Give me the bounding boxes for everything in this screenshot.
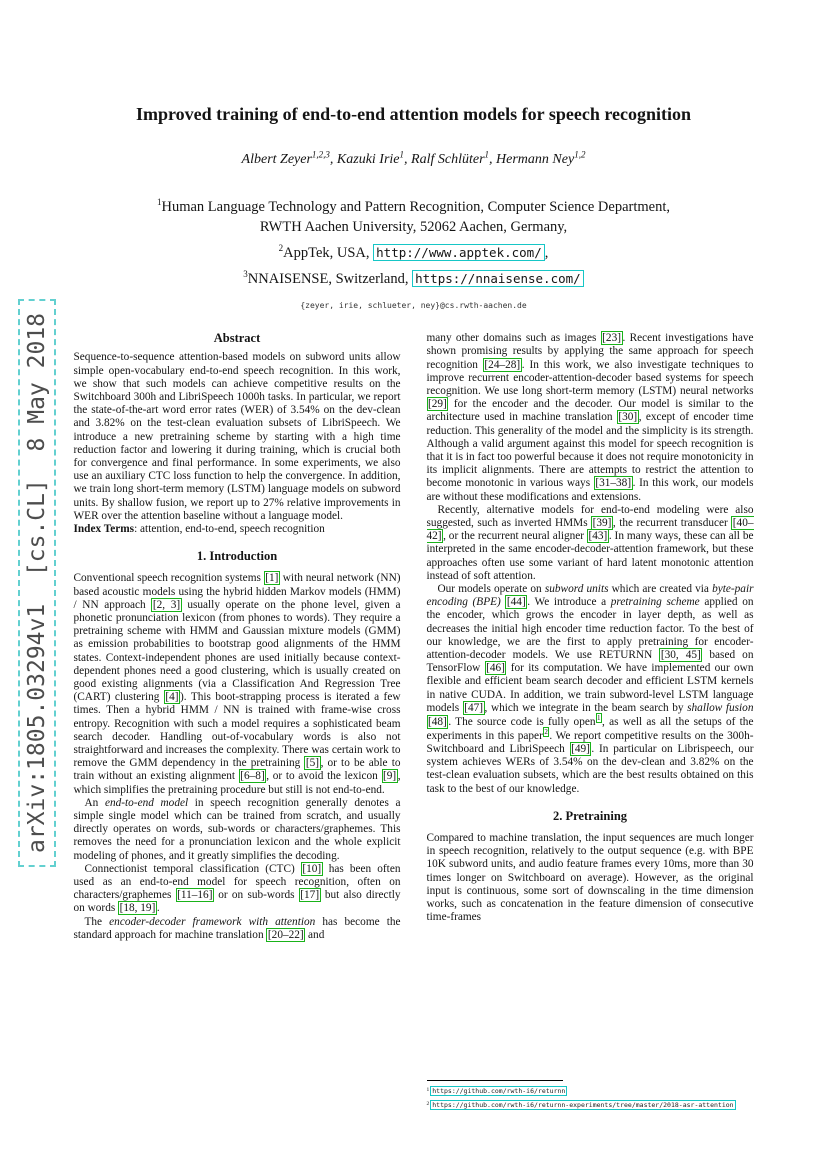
footnote-rule	[427, 1080, 563, 1081]
citation-link[interactable]: [11–16]	[177, 889, 213, 902]
paragraph: Our models operate on subword units which are created via byte-pair encoding (BPE) [44] . We introduce a pretraining scheme applied on the encoder, which grows the encoder in layer depth, as well as decreases the initial high encoder time reduction factor. To the best of our knowledge, we are the first to apply pretraining for encoder-attention-decoder models. We use RETURNN [30, 45] based on TensorFlow [46] for its computation. We have implemented our own flexible and efficient beam search decoder and efficient LSTM kernels in native CUDA. In addition, we train subword-level LSTM language models [47] , which we integrate in the beam search by shallow fusion [48] . The source code is fully open $^1$ , as well as all the setups of the experiments in this paper $^2$ . We report competitive results on the 300h-Switchboard and LibriSpeech [49] . In particular on Librispeech, our system achieves WERs of 3.54% on the dev-clean and 3.82% on the test-clean evaluation subsets, which are the best results obtained on this task to the best of our knowledge.	[426, 583, 754, 795]
authors-line	[0, 149, 827, 168]
citation-link[interactable]: [1]	[265, 572, 279, 585]
abstract-heading: Abstract	[213, 331, 261, 346]
citation-link[interactable]: [46]	[486, 662, 505, 675]
right-column	[427, 332, 754, 1112]
citation-link[interactable]: [18, 19]	[119, 902, 156, 915]
arxiv-stamp[interactable]: arXiv:1805.03294v1 [cs.CL] 8 May 2018	[18, 299, 56, 867]
section-heading-introduction: 1. Introduction	[196, 549, 278, 564]
citation-link[interactable]: [39]	[592, 516, 612, 529]
paper-header	[0, 0, 827, 310]
affiliations	[0, 192, 827, 290]
footnotes	[427, 1080, 754, 1112]
paragraph: Connectionist temporal classification (CTC) [10] has been often used as an end-to-end model for speech recognition, often on characters/graphemes [11–16] or on sub-words [17] but also directly on words [18, 19] .	[73, 862, 401, 915]
paragraph: The encoder-decoder framework with attention has become the standard approach for machine translation [20–22] and	[73, 915, 401, 941]
paragraph: Recently, alternative models for end-to-end modeling were also suggested, such as inverted HMMs [39] , the recurrent transducer [40–42] , or the recurrent neural aligner [43] . In many ways, these can all be interpreted in the same encoder-decoder-attention framework, but these approaches often use some variant of hard latent monotonic attention instead of soft attention.	[426, 503, 754, 582]
section-heading-pretraining: 2. Pretraining	[552, 808, 628, 823]
citation-link[interactable]: [5]	[305, 757, 320, 770]
footnotes-list	[427, 1084, 754, 1112]
citation-link[interactable]: [29]	[428, 398, 447, 411]
paragraph: Conventional speech recognition systems [1] with neural network (NN) based acoustic models using the hybrid hidden Markov models (HMM) / NN approach [2, 3] usually operate on the phone level, given a phonetic pronunciation lexicon (from phones to words). They require a pretraining scheme with HMM and Gaussian mixture models (GMM) as emission probabilities to bootstrap good alignments of the HMM states. Context-independent phones are used initially because context-dependent phones need a good clustering, which is usually created on good existing alignments (via a Classification And Regression Tree (CART) clustering [4] ). This boot-strapping process is iterated a few times. Then a hybrid HMM / NN is trained with frame-wise cross entropy. Recognition with such a model requires a sophisticated beam search decoder. Handling out-of-vocabulary words is also not straightforward and increases the complexity. There was certain work to remove the GMM dependency in the pretraining [5] , or to be able to train without an existing alignment [6–8] , or to avoid the lexicon [9] , which simplifies the pretraining procedure but still is not end-to-end.	[73, 572, 401, 796]
footnote-marker[interactable]: 2	[544, 728, 548, 736]
affiliation-url-link[interactable]: http://www.apptek.com/	[373, 244, 545, 261]
citation-link[interactable]: [17]	[300, 889, 320, 902]
footnote-url-link[interactable]: https://github.com/rwth-i6/returnn	[432, 1087, 566, 1096]
affiliation-url-link[interactable]: https://nnaisense.com/	[412, 270, 584, 287]
paper-title: Improved training of end-to-end attention models for speech recognition	[136, 104, 691, 124]
two-column-body	[74, 332, 754, 1112]
citation-link[interactable]: [30, 45]	[660, 649, 701, 662]
paragraph: Compared to machine translation, the input sequences are much longer in speech recognition, relatively to the output sequence (e.g. with BPE 10K subword units, and audio feature frames every 10ms, more than 30 times longer on Switchboard on average). However, as the original input is continuous, some sort of downscaling in the time dimension works, such as concatenation in the feature dimension of consecutive time-frames	[426, 831, 754, 924]
citation-link[interactable]: [31–38]	[595, 477, 632, 490]
footnote: $^1$ https://github.com/rwth-i6/returnn	[426, 1087, 566, 1096]
paragraph: many other domains such as images [23] . Recent investigations have shown promising results by applying the same approach for speech recognition [24–28] . In this work, we also investigate techniques to improve recurrent encoder-attention-decoder based systems for speech recognition. We use long short-term memory (LSTM) neural networks [29] for the encoder and the decoder. Our model is similar to the architecture used in machine translation [30] , except of encoder time reduction. This generality of the model and the simplicity is its strength. Although a valid argument against this model for speech recognition is that it is in fact too powerful because it does not require monotonicity in its implicit alignments. There are attempts to restrict the attention to become monotonic in various ways [31–38] . In this work, our models are without these modifications and extensions.	[426, 332, 754, 503]
citation-link[interactable]: [47]	[464, 701, 484, 714]
paragraph: An end-to-end model in speech recognition generally denotes a simple single model which can be trained from scratch, and usually directly operates on words, sub-words or characters/graphemes. This removes the need for a pronunciation lexicon and the whole explicit modeling of phones, and it greatly simplifies the decoding.	[73, 796, 401, 862]
citation-link[interactable]: [2, 3]	[152, 598, 181, 611]
contact-email: {zeyer, irie, schlueter, ney}@cs.rwth-aachen.de	[300, 301, 527, 311]
citation-link[interactable]: [49]	[571, 742, 590, 755]
citation-link[interactable]: [9]	[383, 770, 397, 783]
affiliation-line: $^1$Human Language Technology and Pattern Recognition, Computer Science Department,	[157, 196, 670, 215]
citation-link[interactable]: [40–42]	[426, 516, 754, 543]
citation-link[interactable]: [6–8]	[240, 770, 265, 783]
citation-link[interactable]: [30]	[618, 411, 638, 424]
index-terms: Index Terms: attention, end-to-end, speech recognition	[73, 522, 325, 535]
footnote-url-link[interactable]: https://github.com/rwth-i6/returnn-experiments/tree/master/2018-asr-attention	[432, 1101, 734, 1110]
author: Kazuki Irie$^1$,	[336, 149, 412, 167]
citation-link[interactable]: [23]	[602, 332, 621, 345]
author: Ralf Schlüter$^1$,	[411, 149, 497, 167]
affiliation-line: $^3$NNAISENSE, Switzerland, https://nnaisense.com/	[0, 264, 827, 290]
citation-link[interactable]: [24–28]	[484, 358, 521, 371]
left-column	[74, 332, 401, 1112]
citation-link[interactable]: [43]	[588, 530, 608, 543]
citation-link[interactable]: [4]	[165, 691, 179, 704]
abstract-text: Sequence-to-sequence attention-based models on subword units allow simple open-vocabulary end-to-end speech recognition. In this work, we show that such models can achieve competitive results on the Switchboard 300h and LibriSpeech 1000h tasks. In particular, we report the state-of-the-art word error rates (WER) of 3.54% on the dev-clean and 3.82% on the test-clean evaluation subsets of LibriSpeech. We introduce a new pretraining scheme by starting with a high time reduction factor and lowering it during training, which is crucial both for convergence and final performance. In some experiments, we also use an auxiliary CTC loss function to help the convergence. In addition, we train long short-term memory (LSTM) language models on subword units. By shallow fusion, we report up to 27% relative improvements in WER over the attention baseline without a language model.	[73, 351, 401, 522]
author: Albert Zeyer$^{1,2,3}$,	[241, 149, 337, 167]
author: Hermann Ney$^{1,2}$	[496, 149, 586, 167]
footnote-marker[interactable]: 1	[597, 714, 601, 723]
affiliation-line: RWTH Aachen University, 52062 Aachen, Germany,	[259, 219, 568, 236]
citation-link[interactable]: [10]	[302, 862, 322, 875]
citation-link[interactable]: [44]	[506, 596, 526, 609]
citation-link[interactable]: [20–22]	[267, 928, 304, 941]
footnote: $^2$ https://github.com/rwth-i6/returnn-experiments/tree/master/2018-asr-attention	[426, 1101, 734, 1110]
affiliation-line: $^2$AppTek, USA, http://www.apptek.com/ ,	[278, 243, 549, 262]
citation-link[interactable]: [48]	[428, 715, 447, 728]
